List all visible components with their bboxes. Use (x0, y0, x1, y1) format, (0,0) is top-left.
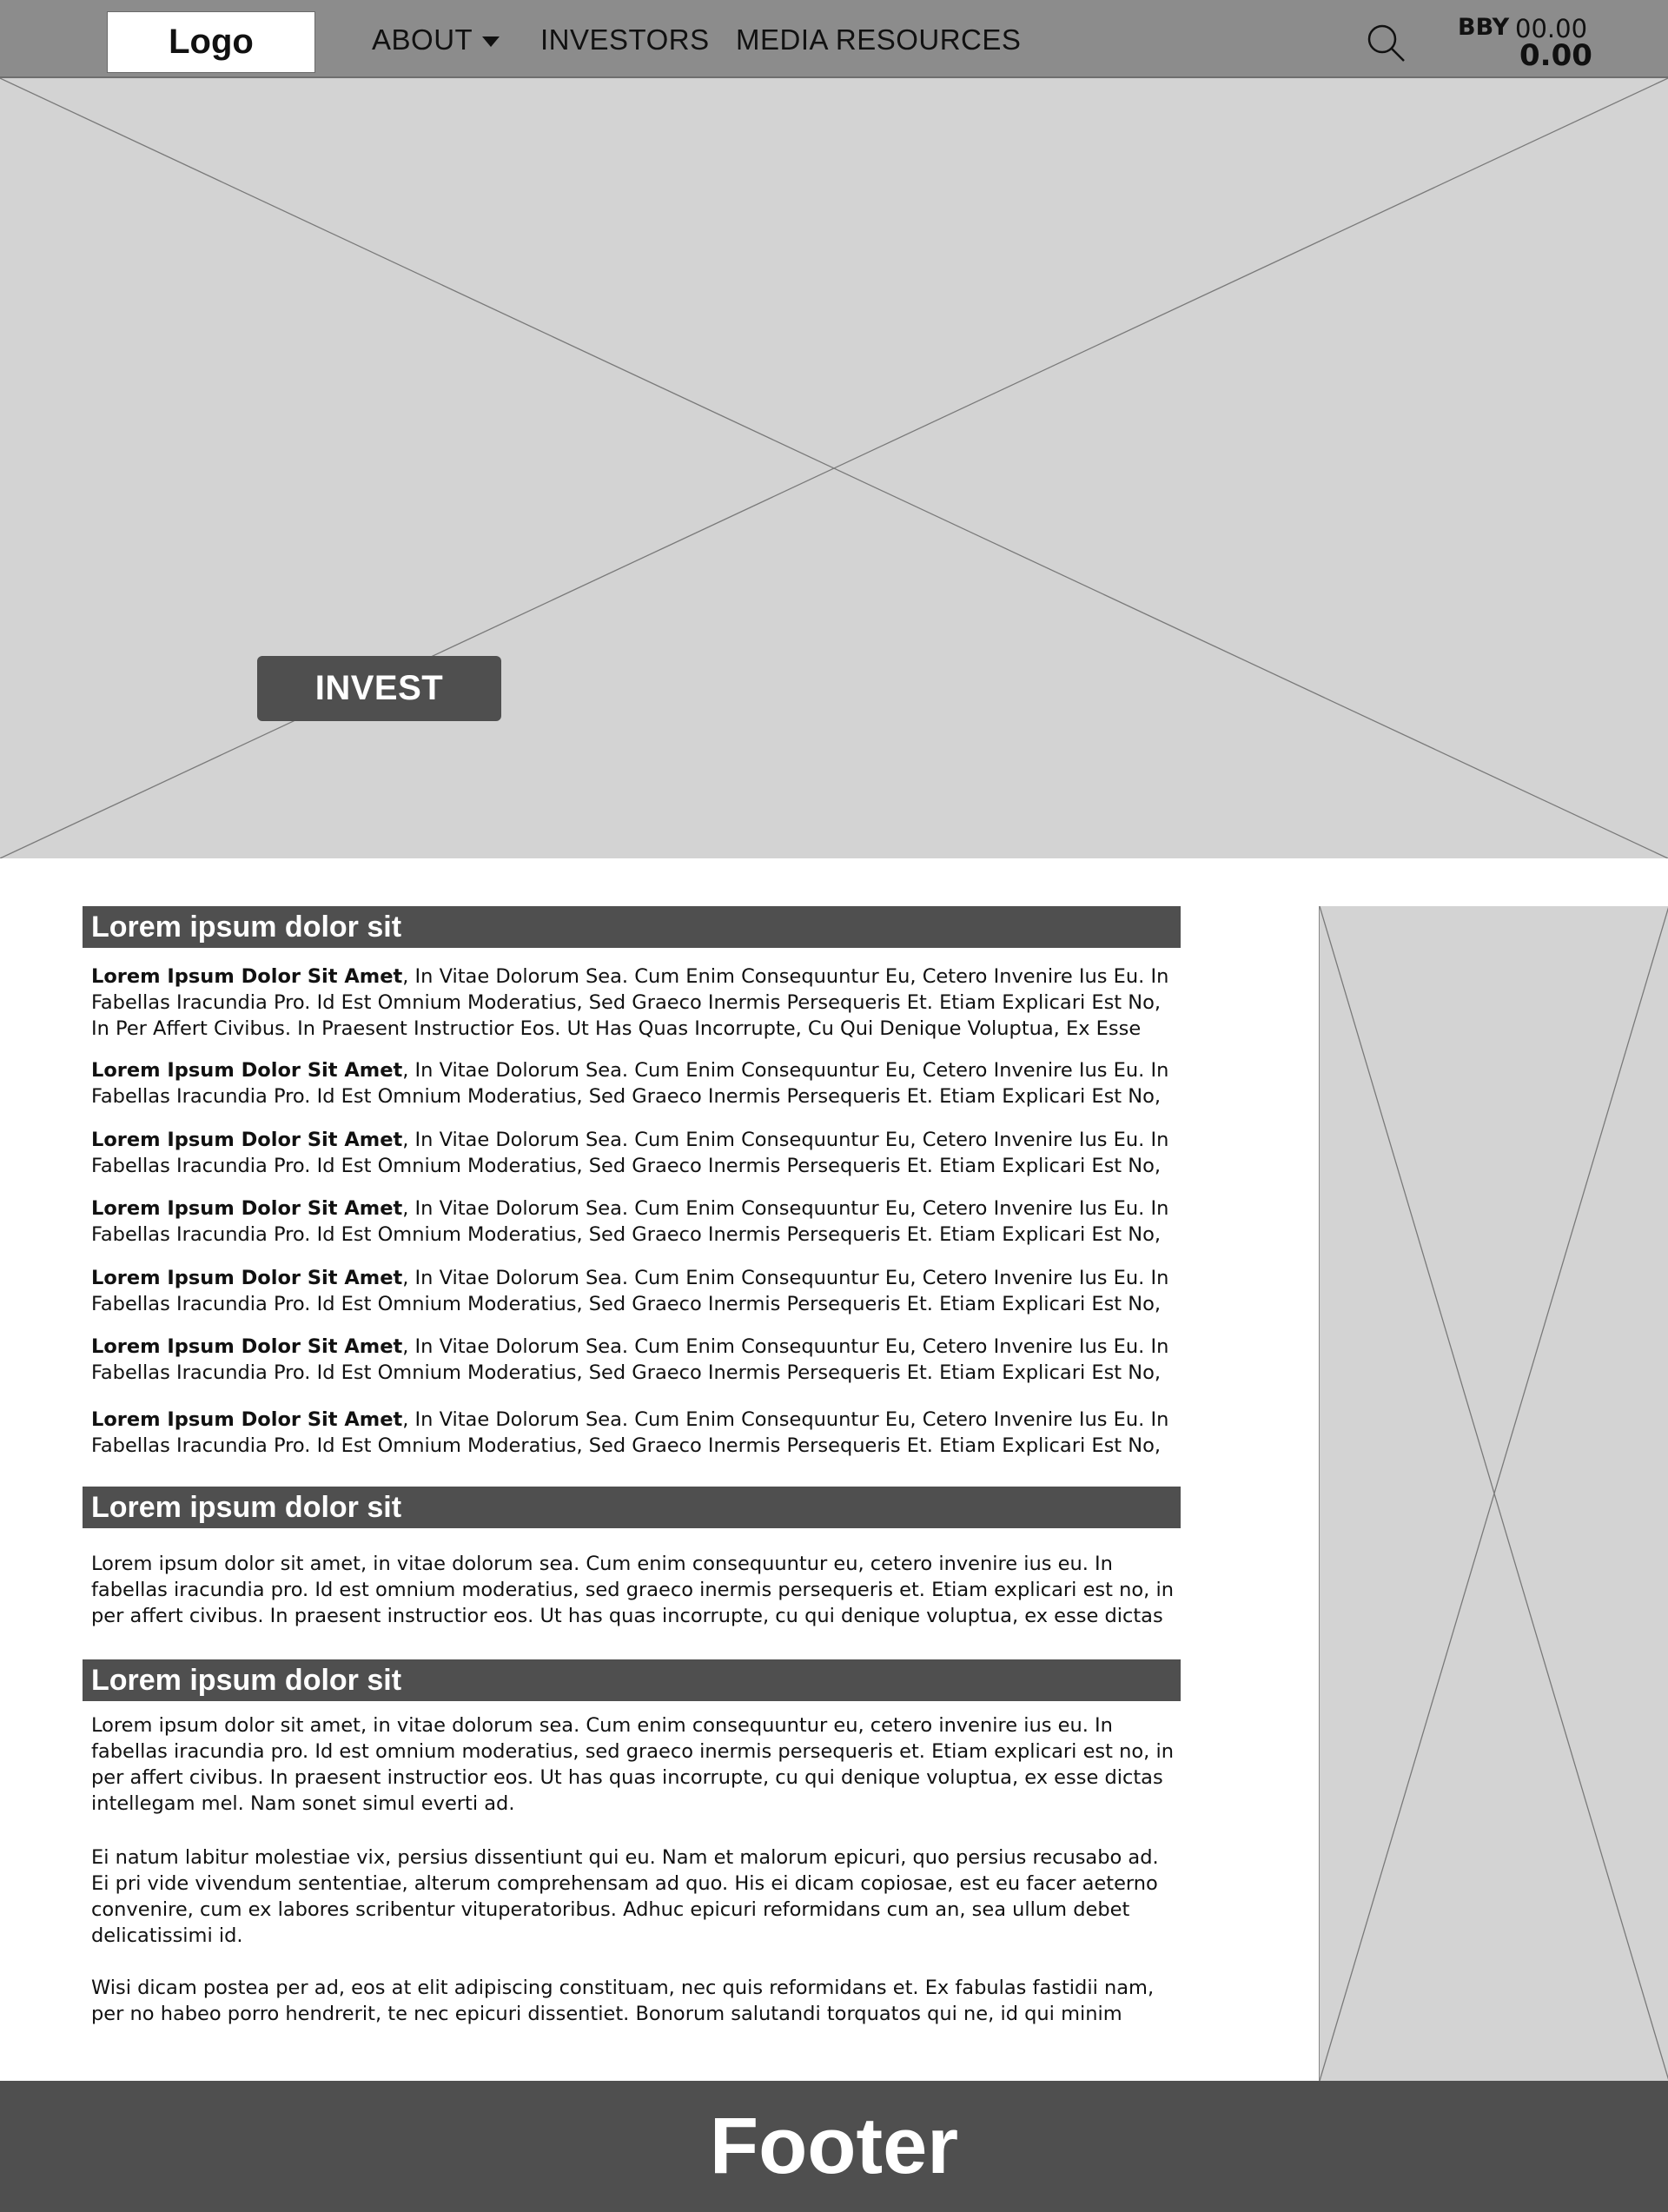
balance-small-value: 00.00 (1515, 14, 1588, 43)
invest-button[interactable]: INVEST (257, 656, 501, 721)
section-heading: Lorem ipsum dolor sit (83, 1659, 1181, 1701)
nav-investors[interactable]: INVESTORS (540, 23, 710, 56)
paragraph: Lorem ipsum dolor sit amet, in vitae dolorum sea. Cum enim consequuntur eu, cetero invenire ius eu. In fabellas iracundia pro. Id est omnium moderatius, sed graeco inermis persequeris et. Etiam explicari est no, in per affert civibus. In praesent instructior eos. Ut has quas incorrupte, cu qui denique voluptua, ex esse dictas intellegam mel. Nam sonet simul everti ad. (91, 1714, 1174, 1815)
footer: Footer (0, 2081, 1668, 2212)
balance-label: BBY (1458, 14, 1510, 41)
section-heading: Lorem ipsum dolor sit (83, 906, 1181, 948)
paragraph: Lorem Ipsum Dolor Sit Amet, In Vitae Dolorum Sea. Cum Enim Consequuntur Eu, Cetero Invenire Ius Eu. In Fabellas Iracundia Pro. Id Est Omnium Moderatius, Sed Graeco Inermis Persequeris Et. Etiam Explicari Est No, (91, 1197, 1169, 1246)
paragraph: Lorem Ipsum Dolor Sit Amet, In Vitae Dolorum Sea. Cum Enim Consequuntur Eu, Cetero Invenire Ius Eu. In Fabellas Iracundia Pro. Id Est Omnium Moderatius, Sed Graeco Inermis Persequeris Et. Etiam Explicari Est No, (91, 1059, 1169, 1108)
sidebar-image-placeholder (1319, 906, 1668, 2081)
paragraph: Lorem Ipsum Dolor Sit Amet, In Vitae Dolorum Sea. Cum Enim Consequuntur Eu, Cetero Invenire Ius Eu. In Fabellas Iracundia Pro. Id Est Omnium Moderatius, Sed Graeco Inermis Persequeris Et. Etiam Explicari Est No, In Per Affert Civibus. In Praesent Instructior Eos. Ut Has Quas Incorrupte, Cu Qui Denique Voluptua, Ex Esse (91, 965, 1169, 1040)
paragraph: Wisi dicam postea per ad, eos at elit adipiscing constituam, nec quis reformidans et. Ex fabulas fastidii nam, per no habeo porro hendrerit, te nec epicuri dissentiet. Bonorum salutandi torquatos qui ne, id qui minim (91, 1977, 1155, 2025)
paragraph: Lorem ipsum dolor sit amet, in vitae dolorum sea. Cum enim consequuntur eu, cetero invenire ius eu. In fabellas iracundia pro. Id est omnium moderatius, sed graeco inermis persequeris et. Etiam explicari est no, in per affert civibus. In praesent instructior eos. Ut has quas incorrupte, cu qui denique voluptua, ex esse dictas (91, 1553, 1174, 1627)
paragraph: Lorem Ipsum Dolor Sit Amet, In Vitae Dolorum Sea. Cum Enim Consequuntur Eu, Cetero Invenire Ius Eu. In Fabellas Iracundia Pro. Id Est Omnium Moderatius, Sed Graeco Inermis Persequeris Et. Etiam Explicari Est No, (91, 1335, 1169, 1384)
search-icon[interactable] (1366, 23, 1407, 64)
hero-image-placeholder (0, 78, 1668, 858)
logo[interactable]: Logo (107, 11, 315, 73)
paragraph: Lorem Ipsum Dolor Sit Amet, In Vitae Dolorum Sea. Cum Enim Consequuntur Eu, Cetero Invenire Ius Eu. In Fabellas Iracundia Pro. Id Est Omnium Moderatius, Sed Graeco Inermis Persequeris Et. Etiam Explicari Est No, (91, 1129, 1169, 1177)
nav-media-resources[interactable]: MEDIA RESOURCES (736, 23, 1022, 56)
balance-big-value: 0.00 (1519, 38, 1592, 73)
chevron-down-icon[interactable] (482, 36, 500, 47)
paragraph: Lorem Ipsum Dolor Sit Amet, In Vitae Dolorum Sea. Cum Enim Consequuntur Eu, Cetero Invenire Ius Eu. In Fabellas Iracundia Pro. Id Est Omnium Moderatius, Sed Graeco Inermis Persequeris Et. Etiam Explicari Est No, (91, 1267, 1169, 1315)
paragraph: Ei natum labitur molestiae vix, persius dissentiunt qui eu. Nam et malorum epicuri, quo persius recusabo ad. Ei pri vide vivendum sententiae, alterum comprehensam ad quo. His ei dicam copiosae, est eu facer aeterno convenire, cum ex labores scribentur vituperatoribus. Adhuc epicuri reformidans cum an, sea ullum debet delicatissimi id. (91, 1846, 1159, 1947)
section-heading: Lorem ipsum dolor sit (83, 1487, 1181, 1528)
paragraph: Lorem Ipsum Dolor Sit Amet, In Vitae Dolorum Sea. Cum Enim Consequuntur Eu, Cetero Invenire Ius Eu. In Fabellas Iracundia Pro. Id Est Omnium Moderatius, Sed Graeco Inermis Persequeris Et. Etiam Explicari Est No, (91, 1408, 1169, 1457)
nav-about[interactable]: ABOUT (372, 23, 473, 56)
